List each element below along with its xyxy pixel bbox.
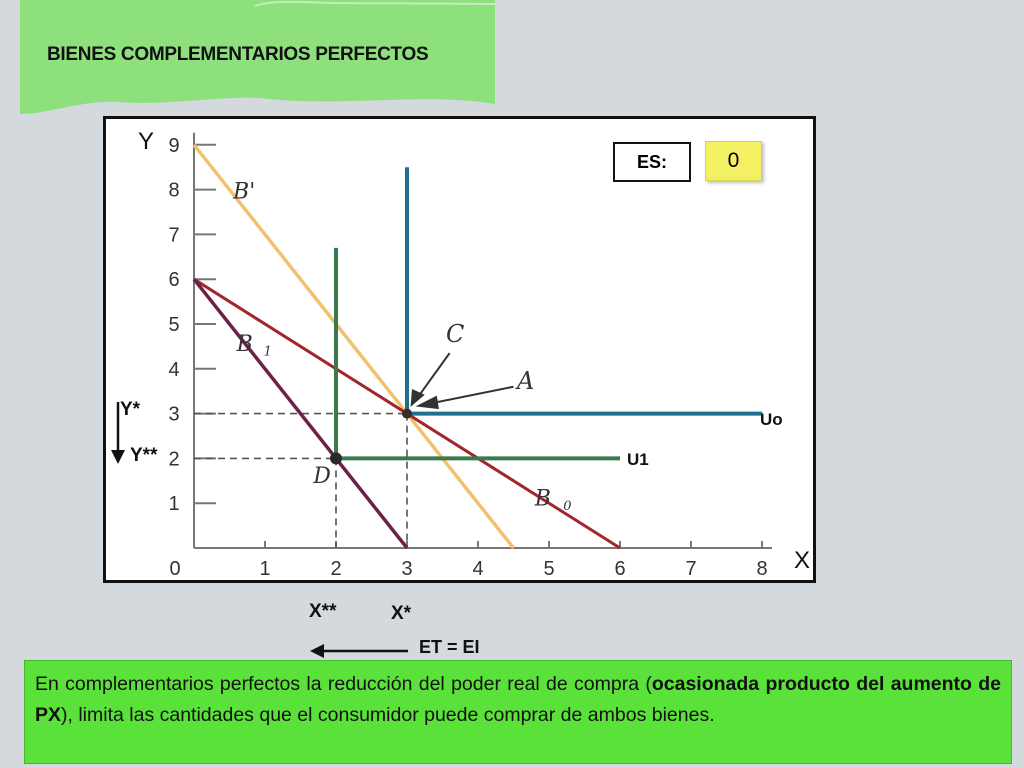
x-star2-label: X** — [309, 601, 337, 622]
x-axis-title: X — [793, 547, 811, 574]
x-tick-label: 4 — [472, 558, 484, 580]
es-label: ES: — [613, 142, 691, 182]
note-text-1: En complementarios perfectos la reducción del poder real de compra ( — [35, 673, 652, 695]
arrow-a-line — [425, 387, 514, 405]
y-star2-label: Y** — [130, 445, 158, 466]
x-tick-label: 8 — [756, 558, 768, 580]
note-text-bold: ocasionada producto del aumento de PX — [35, 673, 1002, 726]
annotation-b1: B — [236, 331, 253, 357]
chart-plot — [106, 119, 813, 580]
chart-frame — [103, 116, 816, 583]
y-tick-label: 4 — [168, 358, 180, 381]
x-tick-label: 6 — [614, 558, 626, 580]
y-tick-label: 7 — [168, 224, 180, 247]
annotation-bprime: B' — [233, 179, 256, 205]
y-tick-label: 9 — [168, 134, 180, 157]
x-star-label: X* — [391, 603, 412, 624]
annotation-c: C — [446, 319, 465, 348]
annotation-d: D — [313, 464, 331, 490]
point-a — [402, 409, 412, 419]
x-tick-label: 0 — [169, 558, 181, 580]
indifference-curve-u1 — [336, 248, 620, 459]
es-value: 0 — [705, 141, 762, 181]
uo-label: Uo — [760, 410, 783, 429]
et-ei-label: ET = EI — [419, 637, 480, 657]
y-tick-label: 1 — [168, 493, 180, 516]
annotation-b0: B — [534, 486, 551, 512]
y-star-label: Y* — [120, 399, 141, 420]
y-tick-label: 6 — [168, 269, 180, 292]
annotation-b1-sub: 1 — [263, 344, 272, 360]
x-tick-label: 2 — [330, 558, 342, 580]
note-text-2: ), limita las cantidades que el consumidor puede comprar de ambos bienes. — [61, 704, 715, 726]
indifference-curve-uo — [407, 167, 762, 413]
point-d — [330, 452, 342, 464]
y-axis-title: Y — [137, 128, 155, 155]
down-arrow-icon — [108, 398, 128, 470]
annotation-a: A — [517, 366, 535, 395]
x-tick-label: 7 — [685, 558, 697, 580]
y-tick-label: 2 — [168, 448, 180, 471]
y-tick-label: 5 — [168, 314, 180, 336]
y-tick-label: 3 — [168, 403, 180, 426]
x-tick-label: 3 — [401, 558, 413, 580]
left-arrow-icon — [308, 640, 418, 662]
annotation-b0-sub: 0 — [563, 498, 572, 514]
x-tick-label: 5 — [543, 558, 555, 580]
u1-label: U1 — [627, 450, 649, 469]
page-title: BIENES COMPLEMENTARIOS PERFECTOS — [47, 44, 429, 65]
explanation-note — [24, 660, 1012, 764]
y-tick-label: 8 — [168, 179, 180, 202]
x-tick-label: 1 — [259, 558, 271, 580]
